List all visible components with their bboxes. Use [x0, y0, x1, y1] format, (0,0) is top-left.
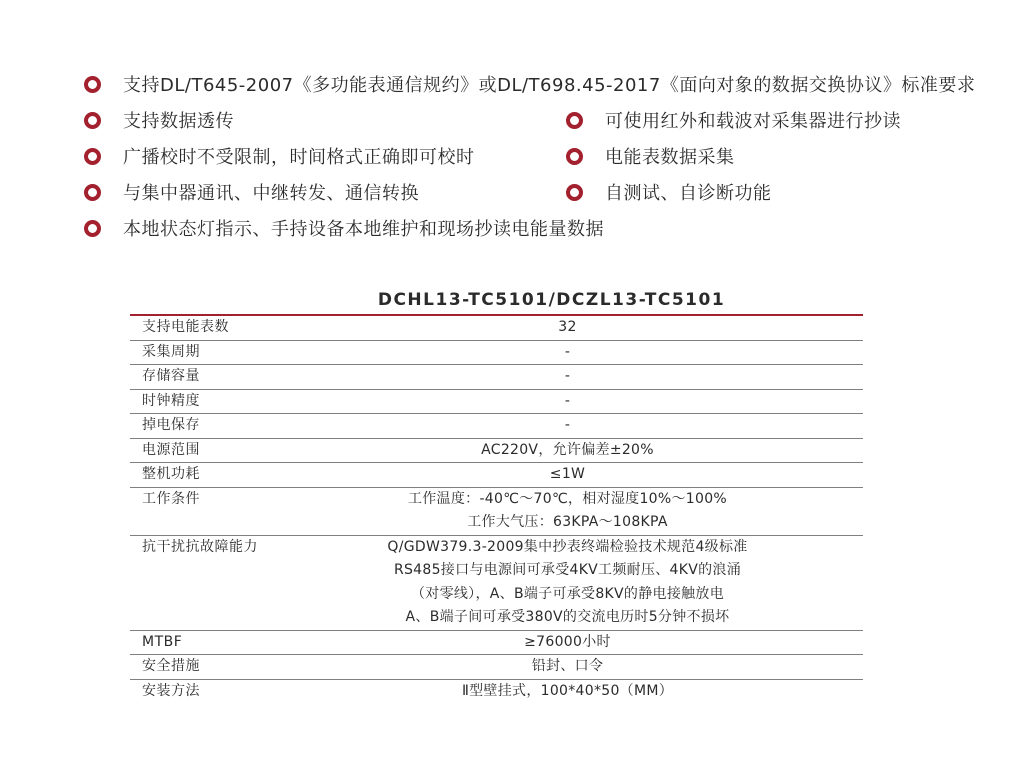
spec-label: 安装方法 — [142, 682, 200, 699]
spec-value-cell — [352, 463, 863, 487]
feature-item — [566, 107, 901, 133]
spec-label: 支持电能表数 — [142, 319, 229, 335]
spec-value-cell — [352, 365, 863, 389]
spec-label: 掉电保存 — [142, 417, 200, 433]
spec-rows — [130, 316, 863, 703]
spec-value: 工作温度：-40℃～70℃，相对湿度10%～100% — [407, 490, 728, 507]
spec-value-cell — [352, 341, 863, 365]
spec-value: Q/GDW379.3-2009集中抄表终端检验技术规范4级标准 — [387, 538, 748, 555]
spec-value: AC220V，允许偏差±20% — [481, 441, 654, 458]
bullet-icon — [84, 148, 101, 165]
feature-text: 广播校时不受限制，时间格式正确即可校时 — [123, 147, 475, 168]
feature-item — [84, 215, 604, 241]
spec-value: 铅封、口令 — [531, 658, 604, 674]
spec-value: 32 — [558, 319, 577, 335]
spec-value: - — [564, 343, 571, 360]
spec-value-cell — [352, 439, 863, 463]
spec-row — [130, 655, 863, 680]
spec-value: - — [564, 368, 571, 384]
spec-row — [130, 463, 863, 488]
spec-value-cell — [352, 655, 863, 679]
spec-value-cell — [352, 536, 863, 630]
spec-label: 时钟精度 — [142, 392, 200, 409]
spec-label: 存储容量 — [142, 368, 200, 384]
spec-table — [130, 286, 863, 703]
feature-row — [84, 138, 984, 174]
spec-row — [130, 680, 863, 704]
spec-value: ≥76000小时 — [524, 633, 611, 650]
bullet-icon — [84, 112, 101, 129]
bullet-icon — [566, 148, 583, 165]
spec-value: Ⅱ型壁挂式，100*40*50（MM） — [461, 682, 674, 699]
spec-row — [130, 631, 863, 656]
bullet-icon — [84, 184, 101, 201]
spec-label: MTBF — [142, 633, 183, 650]
feature-row — [84, 174, 984, 210]
spec-row — [130, 414, 863, 439]
feature-row — [84, 102, 984, 138]
spec-value: ≤1W — [549, 466, 586, 482]
spec-value: （对零线），A、B端子可承受8KV的静电接触放电 — [410, 585, 725, 602]
spec-row — [130, 365, 863, 390]
model-title: DCHL13-TC5101/DCZL13-TC5101 — [377, 290, 726, 310]
bullet-icon — [84, 220, 101, 237]
feature-item — [566, 179, 772, 205]
bullet-icon — [84, 76, 101, 93]
spec-row — [130, 341, 863, 366]
feature-item — [84, 71, 975, 97]
spec-value-cell — [352, 390, 863, 414]
spec-value-cell — [352, 316, 863, 340]
bullet-icon — [566, 112, 583, 129]
spec-value: A、B端子间可承受380V的交流电历时5分钟不损坏 — [405, 609, 730, 625]
feature-text: 本地状态灯指示、手持设备本地维护和现场抄读电能量数据 — [123, 219, 604, 240]
spec-value-cell — [352, 488, 863, 535]
feature-row — [84, 66, 984, 102]
feature-text: 电能表数据采集 — [605, 147, 735, 168]
spec-label: 安全措施 — [142, 658, 200, 674]
feature-text: 与集中器通讯、中继转发、通信转换 — [123, 183, 419, 204]
spec-row — [130, 439, 863, 464]
bullet-icon — [566, 184, 583, 201]
feature-text: 自测试、自诊断功能 — [605, 183, 772, 204]
feature-list — [84, 66, 984, 246]
spec-row — [130, 536, 863, 631]
spec-value-cell — [352, 680, 863, 704]
feature-item — [566, 143, 735, 169]
spec-value: - — [564, 417, 571, 433]
spec-row — [130, 316, 863, 341]
feature-text: 支持数据透传 — [123, 111, 234, 132]
feature-row — [84, 210, 984, 246]
spec-value: RS485接口与电源间可承受4KV工频耐压、4KV的浪涌 — [393, 562, 742, 578]
spec-label: 采集周期 — [142, 343, 200, 360]
spec-value: - — [564, 392, 571, 409]
spec-value: 工作大气压：63KPA～108KPA — [467, 514, 668, 530]
spec-label: 抗干扰抗故障能力 — [142, 538, 258, 555]
feature-text: 支持DL/T645-2007《多功能表通信规约》或DL/T698.45-2017《面向对象的数据交换协议》标准要求 — [123, 75, 976, 96]
spec-row — [130, 488, 863, 536]
feature-item — [84, 179, 566, 205]
spec-row — [130, 390, 863, 415]
spec-value-cell — [352, 414, 863, 438]
feature-item — [84, 107, 566, 133]
spec-label: 工作条件 — [142, 490, 200, 507]
feature-item — [84, 143, 566, 169]
spec-label: 整机功耗 — [142, 466, 200, 482]
spec-value-cell — [352, 631, 863, 655]
feature-text: 可使用红外和载波对采集器进行抄读 — [605, 111, 901, 132]
spec-label: 电源范围 — [142, 441, 200, 458]
